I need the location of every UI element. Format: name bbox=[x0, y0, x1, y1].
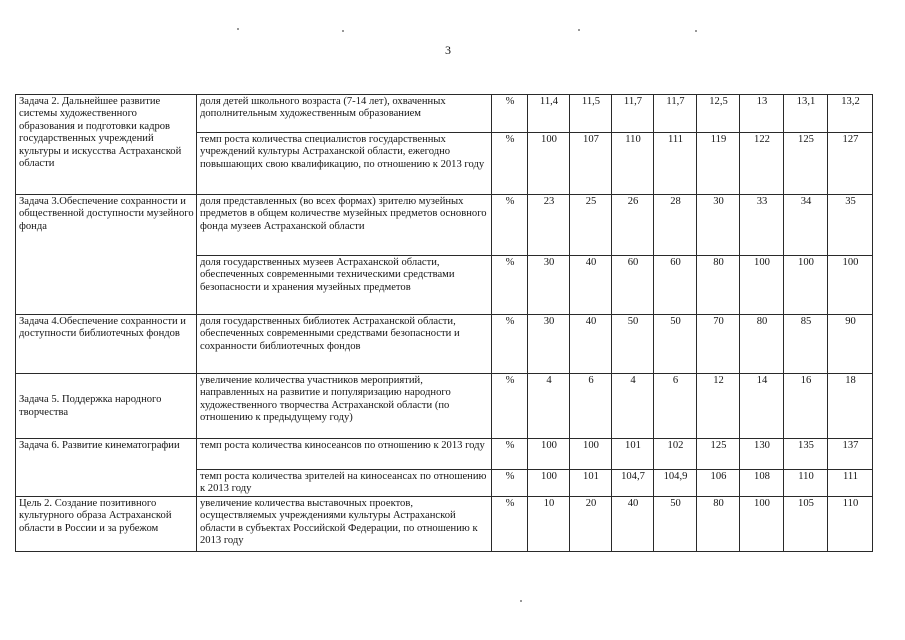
indicator-cell: доля представленных (во всех формах) зрителю музейных предметов в общем количестве музейных предметов основного фонда музеев Астраханской области bbox=[197, 195, 492, 256]
task-cell: Задача 4.Обеспечение сохранности и доступности библиотечных фондов bbox=[16, 315, 197, 374]
value-cell: 137 bbox=[828, 439, 873, 470]
value-cell: 85 bbox=[784, 315, 828, 374]
table-row bbox=[16, 497, 873, 552]
task-cell: Задача 2. Дальнейшее развитие системы художественного образования и подготовки кадров государственных учреждений культуры и искусства Астраханской области bbox=[16, 95, 197, 195]
value-cell: 12,5 bbox=[697, 95, 740, 133]
value-cell: 100 bbox=[528, 470, 570, 497]
unit-cell: % bbox=[492, 95, 528, 133]
value-cell: 80 bbox=[697, 497, 740, 552]
value-cell: 28 bbox=[654, 195, 697, 256]
value-cell: 4 bbox=[612, 374, 654, 439]
value-cell: 101 bbox=[612, 439, 654, 470]
value-cell: 130 bbox=[740, 439, 784, 470]
value-cell: 100 bbox=[570, 439, 612, 470]
value-cell: 111 bbox=[654, 133, 697, 195]
value-cell: 100 bbox=[828, 256, 873, 315]
indicator-cell: доля государственных музеев Астраханской области, обеспеченных современными техническими средствами безопасности и хранения музейных предметов bbox=[197, 256, 492, 315]
value-cell: 50 bbox=[654, 315, 697, 374]
value-cell: 100 bbox=[740, 256, 784, 315]
value-cell: 50 bbox=[654, 497, 697, 552]
indicators-table bbox=[15, 94, 873, 552]
unit-cell: % bbox=[492, 195, 528, 256]
value-cell: 6 bbox=[570, 374, 612, 439]
value-cell: 11,5 bbox=[570, 95, 612, 133]
value-cell: 20 bbox=[570, 497, 612, 552]
value-cell: 30 bbox=[528, 256, 570, 315]
indicator-cell: доля государственных библиотек Астраханской области, обеспеченных современными средствами безопасности и сохранности библиотечных фондов bbox=[197, 315, 492, 374]
value-cell: 11,4 bbox=[528, 95, 570, 133]
value-cell: 110 bbox=[784, 470, 828, 497]
indicator-cell: темп роста количества специалистов государственных учреждений культуры Астраханской области, ежегодно повышающих свою квалификацию, по отношению к 2013 году bbox=[197, 133, 492, 195]
value-cell: 30 bbox=[697, 195, 740, 256]
value-cell: 119 bbox=[697, 133, 740, 195]
value-cell: 101 bbox=[570, 470, 612, 497]
value-cell: 12 bbox=[697, 374, 740, 439]
indicator-cell: темп роста количества зрителей на киносеансах по отношению к 2013 году bbox=[197, 470, 492, 497]
indicator-cell: доля детей школьного возраста (7-14 лет), охваченных дополнительным художественным образованием bbox=[197, 95, 492, 133]
unit-cell: % bbox=[492, 470, 528, 497]
value-cell: 16 bbox=[784, 374, 828, 439]
indicator-cell: увеличение количества участников мероприятий, направленных на развитие и популяризацию народного художественного творчества Астраханской области (по отношению к предыдущему году) bbox=[197, 374, 492, 439]
value-cell: 35 bbox=[828, 195, 873, 256]
value-cell: 13,1 bbox=[784, 95, 828, 133]
value-cell: 60 bbox=[612, 256, 654, 315]
value-cell: 125 bbox=[697, 439, 740, 470]
unit-cell: % bbox=[492, 256, 528, 315]
value-cell: 33 bbox=[740, 195, 784, 256]
value-cell: 135 bbox=[784, 439, 828, 470]
unit-cell: % bbox=[492, 133, 528, 195]
task-cell: Цель 2. Создание позитивного культурного образа Астраханской области в России и за рубежом bbox=[16, 497, 197, 552]
value-cell: 14 bbox=[740, 374, 784, 439]
value-cell: 40 bbox=[612, 497, 654, 552]
value-cell: 10 bbox=[528, 497, 570, 552]
value-cell: 50 bbox=[612, 315, 654, 374]
task-cell: Задача 5. Поддержка народного творчества bbox=[16, 374, 197, 439]
value-cell: 105 bbox=[784, 497, 828, 552]
value-cell: 6 bbox=[654, 374, 697, 439]
value-cell: 60 bbox=[654, 256, 697, 315]
value-cell: 104,7 bbox=[612, 470, 654, 497]
indicator-cell: увеличение количества выставочных проектов, осуществляемых учреждениями культуры Астраханской области в субъектах Российской Федерации, по отношению к 2013 году bbox=[197, 497, 492, 552]
scan-speck bbox=[520, 600, 522, 602]
value-cell: 80 bbox=[697, 256, 740, 315]
value-cell: 110 bbox=[612, 133, 654, 195]
indicator-cell: темп роста количества киносеансов по отношению к 2013 году bbox=[197, 439, 492, 470]
value-cell: 100 bbox=[784, 256, 828, 315]
value-cell: 111 bbox=[828, 470, 873, 497]
value-cell: 11,7 bbox=[654, 95, 697, 133]
value-cell: 40 bbox=[570, 256, 612, 315]
table-row bbox=[16, 95, 873, 133]
value-cell: 100 bbox=[528, 439, 570, 470]
value-cell: 25 bbox=[570, 195, 612, 256]
value-cell: 26 bbox=[612, 195, 654, 256]
value-cell: 13 bbox=[740, 95, 784, 133]
table-row bbox=[16, 195, 873, 256]
value-cell: 80 bbox=[740, 315, 784, 374]
table-row bbox=[16, 315, 873, 374]
scan-speck bbox=[342, 30, 344, 32]
value-cell: 23 bbox=[528, 195, 570, 256]
unit-cell: % bbox=[492, 315, 528, 374]
scan-speck bbox=[578, 29, 580, 31]
value-cell: 11,7 bbox=[612, 95, 654, 133]
value-cell: 107 bbox=[570, 133, 612, 195]
value-cell: 40 bbox=[570, 315, 612, 374]
value-cell: 34 bbox=[784, 195, 828, 256]
value-cell: 4 bbox=[528, 374, 570, 439]
value-cell: 30 bbox=[528, 315, 570, 374]
value-cell: 70 bbox=[697, 315, 740, 374]
table-body bbox=[16, 95, 873, 552]
value-cell: 90 bbox=[828, 315, 873, 374]
page-number: 3 bbox=[445, 43, 451, 57]
value-cell: 100 bbox=[528, 133, 570, 195]
table-row bbox=[16, 374, 873, 439]
unit-cell: % bbox=[492, 439, 528, 470]
value-cell: 110 bbox=[828, 497, 873, 552]
scan-speck bbox=[237, 28, 239, 30]
scan-speck bbox=[695, 30, 697, 32]
unit-cell: % bbox=[492, 374, 528, 439]
value-cell: 102 bbox=[654, 439, 697, 470]
value-cell: 127 bbox=[828, 133, 873, 195]
value-cell: 18 bbox=[828, 374, 873, 439]
task-cell: Задача 3.Обеспечение сохранности и общественной доступности музейного фонда bbox=[16, 195, 197, 315]
value-cell: 122 bbox=[740, 133, 784, 195]
value-cell: 125 bbox=[784, 133, 828, 195]
value-cell: 104,9 bbox=[654, 470, 697, 497]
value-cell: 100 bbox=[740, 497, 784, 552]
value-cell: 13,2 bbox=[828, 95, 873, 133]
table-row bbox=[16, 439, 873, 470]
task-cell: Задача 6. Развитие кинематографии bbox=[16, 439, 197, 497]
value-cell: 106 bbox=[697, 470, 740, 497]
unit-cell: % bbox=[492, 497, 528, 552]
value-cell: 108 bbox=[740, 470, 784, 497]
